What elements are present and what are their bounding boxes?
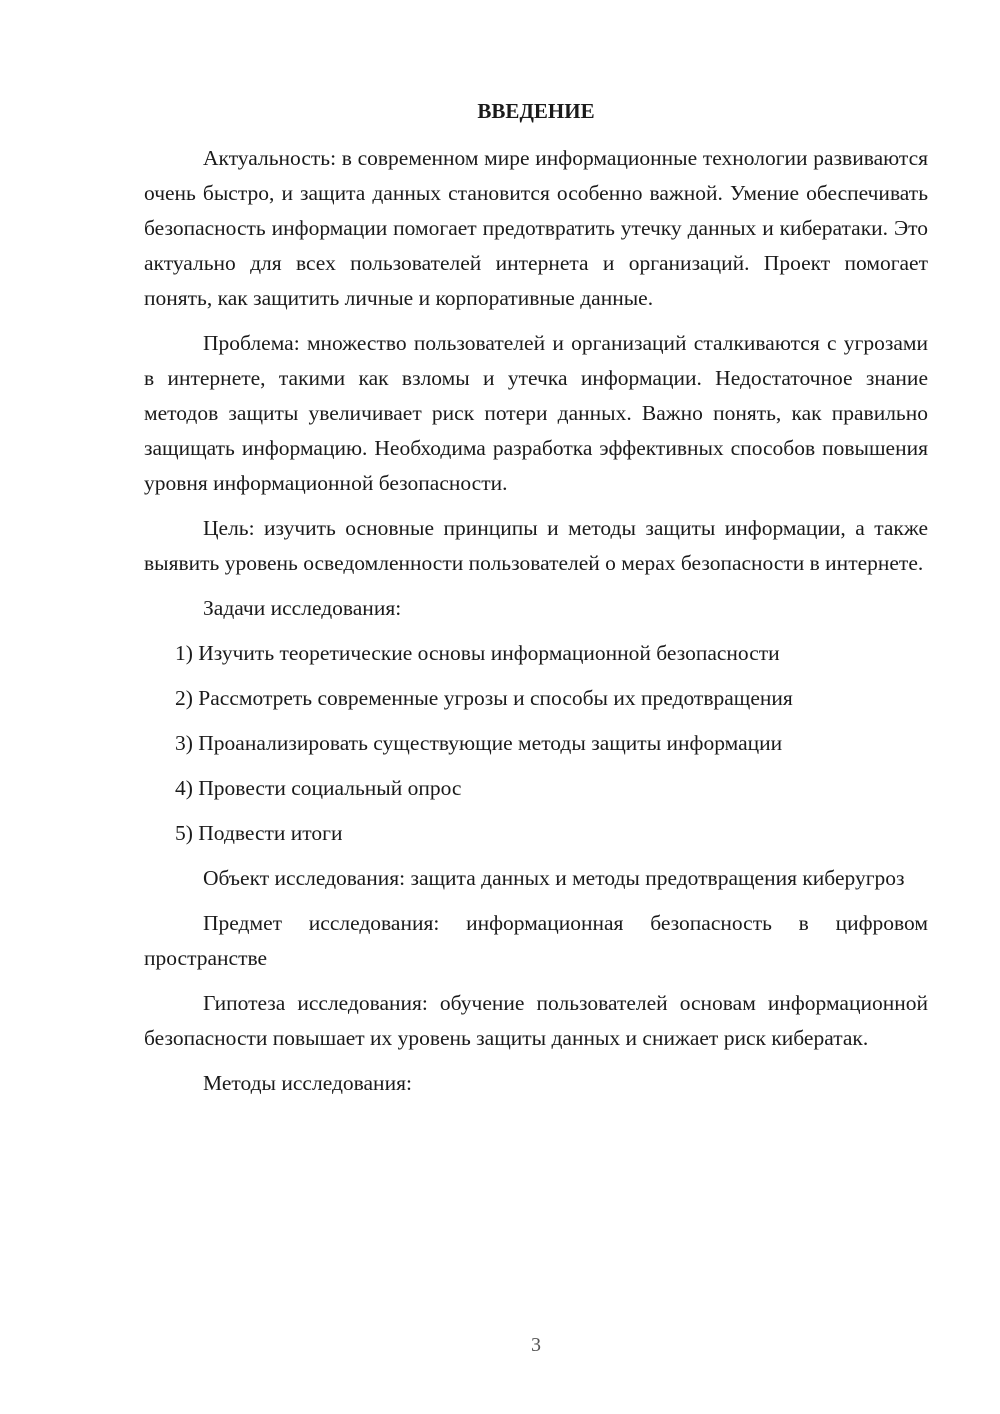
paragraph-hypothesis: Гипотеза исследования: обучение пользователей основам информационной безопасности повышает их уровень защиты данных и снижает риск кибератак. [144,991,928,1050]
methods-heading: Методы исследования: [203,1071,412,1095]
paragraph-problem: Проблема: множество пользователей и организаций сталкиваются с угрозами в интернете, такими как взломы и утечка информации. Недостаточное знание методов защиты увеличивает риск потери данных. Важно понять, как правильно защищать информацию. Необходима разработка эффективных способов повышения уровня информационной безопасности. [144,331,928,495]
paragraph-object: Объект исследования: защита данных и методы предотвращения киберугроз [203,866,905,890]
paragraph-goal: Цель: изучить основные принципы и методы защиты информации, а также выявить уровень осведомленности пользователей о мерах безопасности в интернете. [144,516,928,575]
list-item: 1) Изучить теоретические основы информационной безопасности [175,641,780,665]
paragraph-subject: Предмет исследования: информационная безопасность в цифровом пространстве [144,911,928,970]
list-item: 4) Провести социальный опрос [175,776,462,800]
tasks-list [144,636,928,851]
document-page [144,95,928,1111]
section-title: ВВЕДЕНИЕ [477,99,595,123]
paragraph-relevance: Актуальность: в современном мире информационные технологии развиваются очень быстро, и защита данных становится особенно важной. Умение обеспечивать безопасность информации помогает предотвратить утечку данных и кибератаки. Это актуально для всех пользователей интернета и организаций. Проект помогает понять, как защитить личные и корпоративные данные. [144,146,928,310]
list-item: 3) Проанализировать существующие методы защиты информации [175,731,783,755]
list-item: 2) Рассмотреть современные угрозы и способы их предотвращения [175,686,793,710]
tasks-heading: Задачи исследования: [203,596,402,620]
list-item: 5) Подвести итоги [175,821,343,845]
page-number: 3 [531,1334,541,1356]
